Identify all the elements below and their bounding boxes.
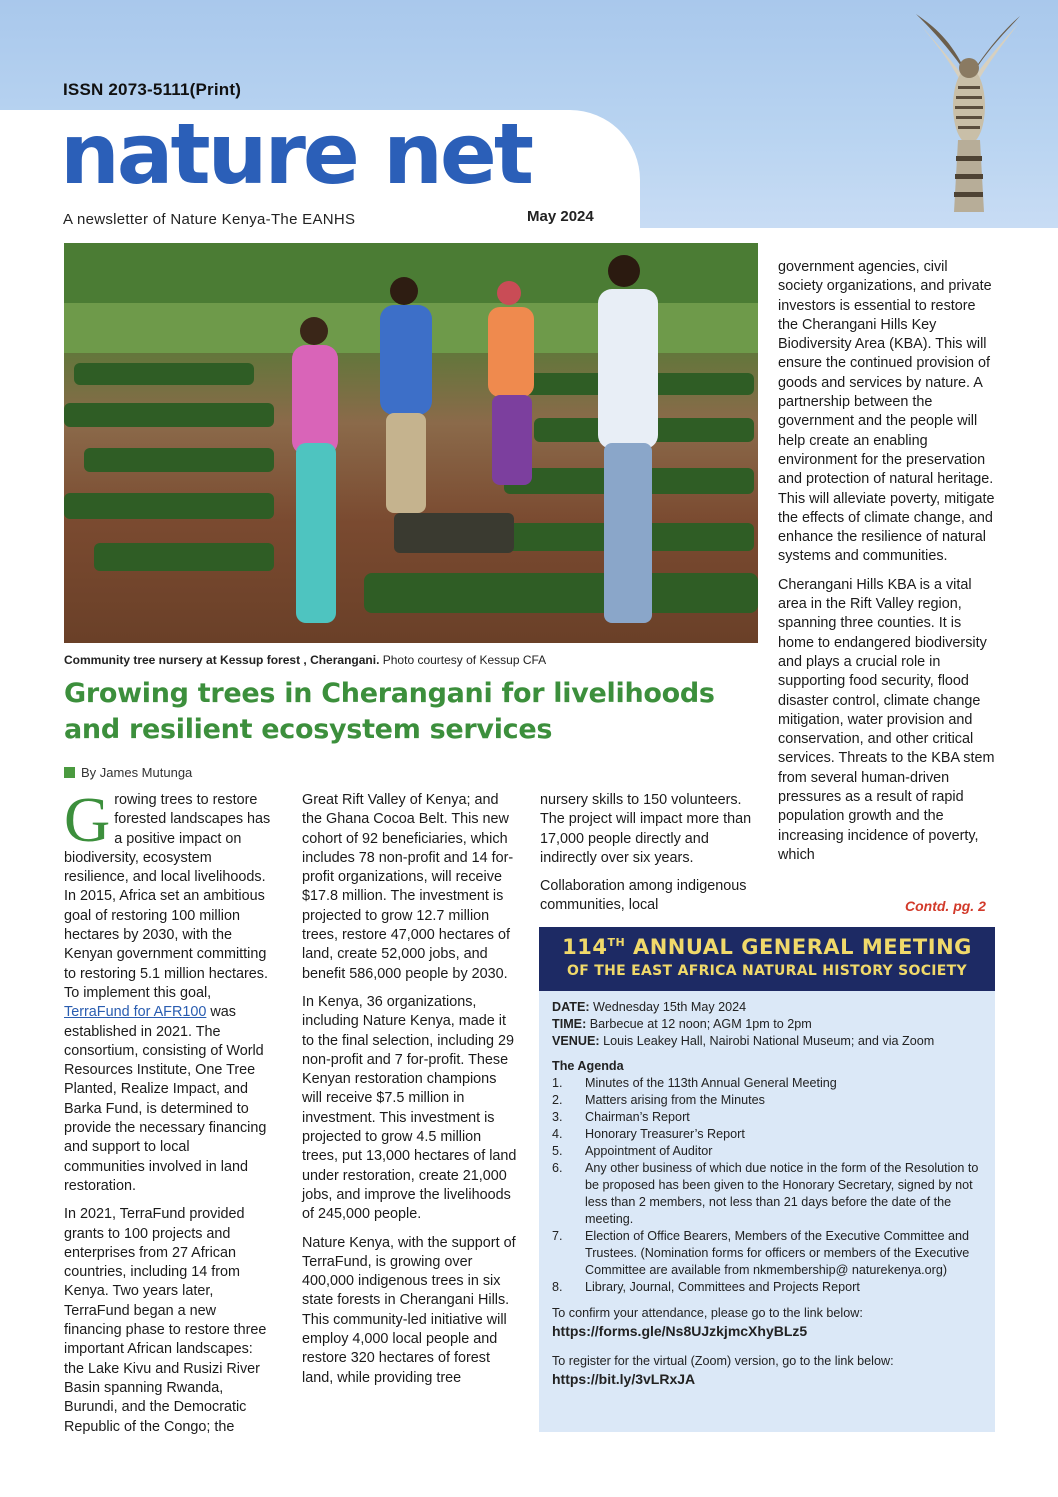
agm-number: 114 — [562, 935, 608, 959]
paragraph — [64, 784, 274, 1196]
date-value: Wednesday 15th May 2024 — [589, 1000, 747, 1014]
agenda-item — [552, 1126, 983, 1143]
agenda-number: 3. — [552, 1110, 563, 1124]
date-label: DATE: — [552, 1000, 590, 1014]
issn: ISSN 2073-5111(Print) — [63, 80, 242, 99]
agenda-item — [552, 1075, 983, 1092]
venue-value: Louis Leakey Hall, Nairobi National Museum; and via Zoom — [599, 1034, 935, 1048]
newsletter-logo: nature net — [60, 105, 532, 203]
paragraph: Great Rift Valley of Kenya; and the Ghana Cocoa Belt. This new cohort of 92 beneficiaries, which includes 78 non-profit and 14 for-profit organizations, will receive $17.8 million. The investment is projected to grow 12.7 million trees, restore 47,000 hectares of land, create 52,000 jobs, and benefit 586,000 people by 2030. — [302, 792, 514, 982]
agm-ordinal: TH — [607, 936, 626, 949]
agenda-text: Election of Office Bearers, Members of the Executive Committee and Trustees. (Nomination forms for officers or members of the Executive Committee are available from nkmembership@ naturekenya.org) — [585, 1229, 970, 1277]
agenda-item — [552, 1092, 983, 1109]
continued-note: Contd. pg. 2 — [905, 898, 986, 914]
agm-time — [552, 1016, 983, 1033]
agm-venue — [552, 1033, 983, 1050]
paragraph-text: was established in 2021. The consortium, consisting of World Resources Institute, One Tree Planted, Realize Impact, and Barka Fund, is determined to provide the necessary financing and support to local communities involved in land restoration. — [64, 1004, 267, 1194]
agenda-number: 2. — [552, 1093, 563, 1107]
paragraph: In 2021, TerraFund provided grants to 100 projects and enterprises from 27 African countries, including 14 from Kenya. Two years later, TerraFund began a new financing phase to restore three important African landscapes: the Lake Kivu and Rusizi River Basin spanning Rwanda, Burundi, and the Democratic Republic of the Congo; the — [64, 1206, 267, 1435]
tagline: A newsletter of Nature Kenya-The EANHS — [63, 211, 356, 228]
agenda-item — [552, 1279, 983, 1296]
agenda-title: The Agenda — [552, 1059, 624, 1073]
agm-notice-box — [539, 927, 995, 1432]
paragraph-text: rowing trees to restore forested landscapes has a positive impact on biodiversity, ecosystem resilience, and local livelihoods. In 2015, Africa set an ambitious goal of restoring 100 million hectares by 2030, with the Kenyan government committing to restoring 5.1 million hectares. To implement this goal, — [64, 792, 271, 1001]
agm-header — [539, 927, 995, 991]
tree-nursery-photo — [64, 243, 758, 643]
agenda-number: 6. — [552, 1161, 563, 1175]
agm-title-text: ANNUAL GENERAL MEETING — [625, 935, 972, 959]
caption-title: Community tree nursery at Kessup forest , Cherangani. — [64, 653, 380, 667]
agm-body — [539, 991, 995, 1388]
agenda-number: 7. — [552, 1229, 563, 1243]
paragraph: nursery skills to 150 volunteers. The project will impact more than 17,000 people directly and indirectly over six years. — [540, 792, 752, 866]
zoom-text: To register for the virtual (Zoom) version, go to the link below: — [552, 1354, 894, 1368]
issue-date: May 2024 — [527, 208, 594, 225]
paragraph: Nature Kenya, with the support of TerraFund, is growing over 400,000 indigenous trees in six state forests in Cherangani Hills. This community-led initiative will employ 4,000 local people and restore 320 hectares of forest land, while providing tree — [302, 1234, 516, 1386]
paragraph: In Kenya, 36 organizations, including Nature Kenya, made it to the final selection, including 29 non-profit and 7 for-profit. These Kenyan restoration champions will receive $7.5 million in investment. This investment is projected to grow 4.5 million trees, put 13,000 hectares of land under restoration, create 21,000 jobs, and improve the livelihoods of 245,000 people. — [302, 993, 517, 1223]
venue-label: VENUE: — [552, 1034, 600, 1048]
agenda-list — [552, 1075, 983, 1296]
article-column-3 — [540, 791, 756, 925]
agenda-text: Any other business of which due notice in the form of the Resolution to be proposed has been given to the Honorary Secretary, signed by not less than 2 members, not less than 21 days before the date of the meeting. — [585, 1161, 979, 1226]
caption-credit: Photo courtesy of Kessup CFA — [379, 653, 547, 667]
photo-caption — [64, 653, 546, 667]
article-column-1 — [64, 784, 274, 1446]
byline-text: By James Mutunga — [81, 765, 193, 780]
agenda-item — [552, 1109, 983, 1126]
agenda-number: 5. — [552, 1144, 563, 1158]
terrafund-link[interactable]: TerraFund for AFR100 — [64, 1004, 207, 1021]
agenda-number: 1. — [552, 1076, 563, 1090]
agenda-text: Honorary Treasurer’s Report — [585, 1127, 745, 1141]
agenda-item — [552, 1143, 983, 1160]
byline-marker — [64, 767, 75, 778]
time-value: Barbecue at 12 noon; AGM 1pm to 2pm — [586, 1017, 812, 1031]
agenda-item — [552, 1228, 983, 1279]
article-column-2 — [302, 791, 518, 1397]
paragraph: Collaboration among indigenous communities, local — [540, 878, 747, 914]
agenda-text: Library, Journal, Committees and Projects Report — [585, 1280, 860, 1294]
confirm-link[interactable]: https://forms.gle/Ns8UJzkjmcXhyBLz5 — [552, 1323, 808, 1339]
agenda-number: 4. — [552, 1127, 563, 1141]
agenda-text: Appointment of Auditor — [585, 1144, 713, 1158]
article-column-4 — [778, 258, 996, 874]
agenda-number: 8. — [552, 1280, 563, 1294]
agenda-text: Chairman’s Report — [585, 1110, 690, 1124]
agenda-item — [552, 1160, 983, 1228]
drop-cap: G — [64, 784, 111, 855]
byline — [64, 765, 192, 780]
hawk-illustration — [908, 6, 1028, 218]
agenda-text: Matters arising from the Minutes — [585, 1093, 765, 1107]
article-headline: Growing trees in Cherangani for livelihoods and resilient ecosystem services — [64, 678, 715, 745]
confirm-text: To confirm your attendance, please go to the link below: — [552, 1306, 863, 1320]
agm-title — [539, 927, 995, 959]
agm-date — [552, 999, 983, 1016]
paragraph: government agencies, civil society organizations, and private investors is essential to restore the Cherangani Hills Key Biodiversity Area (KBA). This will ensure the continued provision of goods and services by nature. A partnership between the government and the people will help create an enabling environment for the preservation and protection of natural heritage. This will alleviate poverty, mitigate the effects of climate change, and enhance the resilience of natural systems and communities. — [778, 259, 995, 565]
agenda-text: Minutes of the 113th Annual General Meeting — [585, 1076, 837, 1090]
agm-subtitle: OF THE EAST AFRICA NATURAL HISTORY SOCIETY — [567, 963, 967, 979]
paragraph: Cherangani Hills KBA is a vital area in the Rift Valley region, spanning three counties. It is home to endangered biodiversity and plays a crucial role in supporting food security, flood disaster control, climate change mitigation, water provision and conservation, and other critical services. Threats to the KBA stem from several human-driven pressures as a result of rapid population growth and the increasing incidence of poverty, which — [778, 576, 995, 863]
zoom-link[interactable]: https://bit.ly/3vLRxJA — [552, 1371, 696, 1387]
photo-scene — [64, 243, 758, 643]
time-label: TIME: — [552, 1017, 587, 1031]
